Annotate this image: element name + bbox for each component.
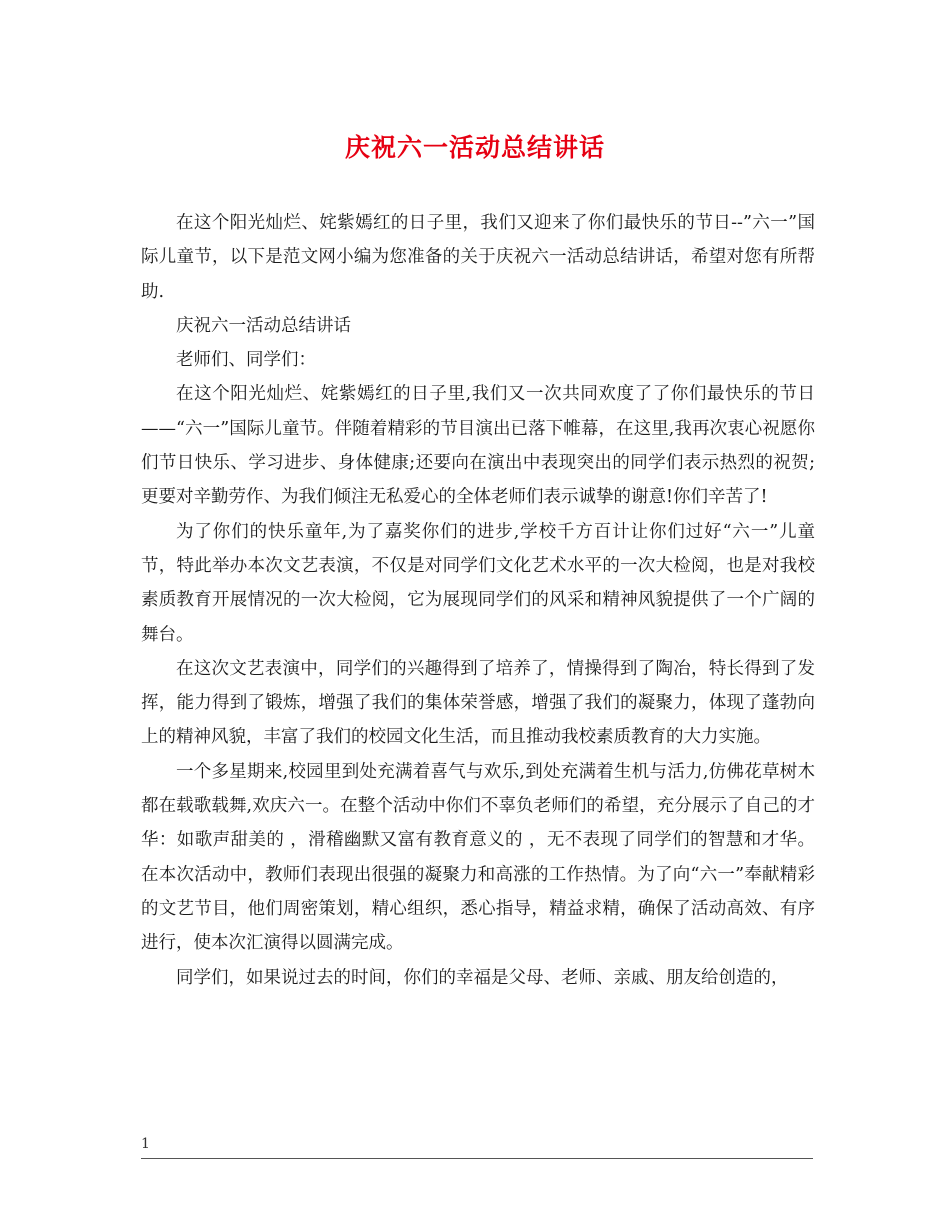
- paragraph: 在这次文艺表演中，同学们的兴趣得到了培养了，情操得到了陶冶，特长得到了发挥，能力得到了锻炼，增强了我们的集体荣誉感，增强了我们的凝聚力，体现了蓬勃向上的精神风貌，丰富了我们的校园文化生活，而且推动我校素质教育的大力实施。: [141, 658, 815, 748]
- paragraph-salutation: 老师们、同学们：: [176, 350, 316, 371]
- paragraph: 为了你们的快乐童年,为了嘉奖你们的进步,学校千方百计让你们过好“六一”儿童节，特此举办本次文艺表演，不仅是对同学们文化艺术水平的一次大检阅，也是对我校素质教育开展情况的一次大检阅，它为展现同学们的风采和精神风貌提供了一个广阔的舞台。: [141, 521, 815, 645]
- paragraph-intro: 在这个阳光灿烂、姹紫嫣红的日子里，我们又迎来了你们最快乐的节日--”六一”国际儿童节，以下是范文网小编为您准备的关于庆祝六一活动总结讲话，希望对您有所帮助.: [141, 213, 815, 302]
- paragraph-subtitle: 庆祝六一活动总结讲话: [176, 315, 351, 336]
- page-number: 1: [141, 1136, 150, 1152]
- document-body: [141, 206, 815, 995]
- paragraph: 在这个阳光灿烂、姹紫嫣红的日子里,我们又一次共同欢度了了你们最快乐的节日——“六一”国际儿童节。伴随着精彩的节目演出已落下帷幕，在这里,我再次衷心祝愿你们节日快乐、学习进步、身体健康;还要向在演出中表现突出的同学们表示热烈的祝贺;更要对辛勤劳作、为我们倾注无私爱心的全体老师们表示诚挚的谢意!你们辛苦了!: [141, 384, 816, 508]
- document-title: 庆祝六一活动总结讲话: [344, 133, 605, 162]
- paragraph: 同学们，如果说过去的时间，你们的幸福是父母、老师、亲戚、朋友给创造的，: [176, 967, 789, 988]
- footer-divider: [141, 1158, 813, 1159]
- paragraph: 一个多星期来,校园里到处充满着喜气与欢乐,到处充满着生机与活力,仿佛花草树木都在载歌载舞,欢庆六一。在整个活动中你们不辜负老师们的希望，充分展示了自己的才华：如歌声甜美的 ，滑稽幽默又富有教育意义的 ，无不表现了同学们的智慧和才华。 在本次活动中，教师们表现出很强的凝聚力和高涨的工作热情。为了向“六一”奉献精彩的文艺节目，他们周密策划，精心组织，悉心指导，精益求精，确保了活动高效、有序进行，使本次汇演得以圆满完成。: [141, 761, 815, 954]
